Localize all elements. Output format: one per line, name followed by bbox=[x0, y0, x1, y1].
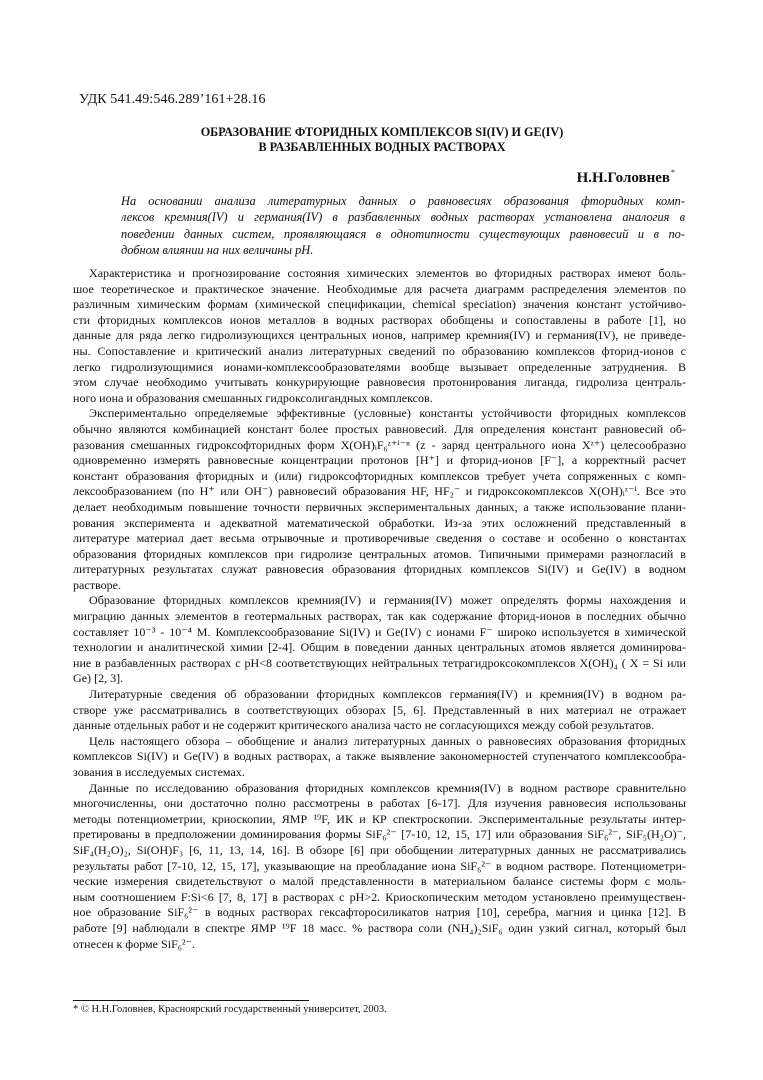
paragraph-line: лексообразованием (по H⁺ или OH⁻) равновесий образования HF, HF₂⁻ и гидроксокомплексов X(OH)ᵢᶻ⁻ⁱ. Все это bbox=[73, 484, 686, 499]
paragraph-line: разования смешанных гидроксофторидных форм X(OH)ᵢF₆ᶻ⁺ⁱ⁻ⁿ (z - заряд центрального иона Xᶻ⁺) целесообразно bbox=[73, 437, 686, 452]
paragraph-line: створе уже рассматривались в соответствующих обзорах [5, 6]. Представленный в них материал не отражает bbox=[73, 702, 686, 717]
author-footnote-mark: * bbox=[671, 168, 675, 177]
paragraph-line: литературе материал дает весьма отрывочные и противоречивые сведения о составе и особенно о константах bbox=[73, 531, 686, 546]
paragraph-line: ческие измерения свидетельствуют о малой представленности в материальном балансе системы форм с моль- bbox=[73, 874, 686, 889]
paragraph-line: Ge) [2, 3]. bbox=[73, 671, 124, 686]
abstract-line: На основании анализа литературных данных о равновесиях образования фторидных комп- bbox=[121, 194, 685, 208]
paragraph-line: составляет 10⁻³ - 10⁻⁴ М. Комплексообразование Si(IV) и Ge(IV) с ионами F⁻ широко используется в химической bbox=[73, 624, 686, 639]
paragraph-line: ны. Сопоставление и критический анализ литературных сведений по образованию комплексов фторид-ионов с bbox=[73, 343, 686, 358]
abstract bbox=[121, 193, 685, 259]
body-text bbox=[73, 266, 686, 952]
paragraph-line: делает необходимым повышение точности первичных экспериментальных данных, а также использование плани- bbox=[73, 499, 686, 514]
paragraph-line: технологии и аналитической химии [2-4]. Общим в поведении данных центральных атомов является доминирова- bbox=[73, 640, 686, 655]
paragraph-line: Характеристика и прогнозирование состояния химических элементов во фторидных растворах имеют боль- bbox=[89, 266, 686, 280]
paragraph-line: работе [9] наблюдали в спектре ЯМР ¹⁹F 18 масс. % раствора соли (NH₄)₂SiF₆ один узкий сигнал, который был bbox=[73, 920, 686, 935]
paragraph-line: ние в разбавленных растворах с pH<8 соответствующих нейтральных тетрагидроксокомплексов X(OH)₄ ( X = Si или bbox=[73, 655, 686, 670]
paragraph-line: ным соотношением F:Si<6 [7, 8, 17] в растворах с pH>2. Криоскопическим методом установлено преимуществен- bbox=[73, 889, 686, 904]
paper-title bbox=[79, 125, 685, 155]
abstract-line: добном влиянии на них величины pH. bbox=[121, 243, 314, 258]
title-line: ОБРАЗОВАНИЕ ФТОРИДНЫХ КОМПЛЕКСОВ SI(IV) И GE(IV) bbox=[200, 125, 564, 139]
paragraph-line: Образование фторидных комплексов кремния(IV) и германия(IV) может определять формы нахождения и bbox=[89, 593, 686, 608]
paragraph-line: легко гидролизующимися ионами-комплексообразователями вообще вызывает определенные затруднения. В bbox=[73, 359, 686, 374]
paragraph-line: Данные по исследованию образования фторидных комплексов кремния(IV) в водном растворе сравнительно bbox=[89, 780, 686, 795]
paragraph-line: обычно являются комбинацией констант более простых равновесий. Для определения констант равновесий об- bbox=[73, 421, 686, 436]
paragraph-line: многочисленны, они достаточно полно рассмотрены в работах [6-17]. Для изучения равновесия использованы bbox=[73, 796, 686, 811]
paragraph-line: ное образование SiF₆²⁻ в водных растворах гексафторосиликатов натрия [10], серебра, магния и цинка [12]. В bbox=[73, 905, 686, 920]
paragraph bbox=[73, 406, 686, 593]
abstract-line: лексов кремния(IV) и германия(IV) в разбавленных водных растворах установлена аналогия в bbox=[121, 210, 685, 225]
paragraph-line: сти фторидных комплексов ионов металлов в водных растворах обобщены и сопоставлены в работе [1], но bbox=[73, 312, 686, 327]
footnote-divider bbox=[73, 1000, 309, 1001]
paragraph-line: Экспериментально определяемые эффективные (условные) константы устойчивости фторидных комплексов bbox=[89, 406, 686, 421]
paragraph-line: данные для ряда легко гидролизующихся центральных ионов, например кремния(IV) и германия(IV), не приведе- bbox=[73, 328, 686, 343]
author-name: Н.Н.Головнев bbox=[576, 170, 670, 186]
paragraph-line: различным химическим формам (химической спецификации, chemical speciation) значения констант устойчиво- bbox=[73, 297, 686, 312]
paragraph-line: миграцию данных элементов в геотермальных растворах, так как содержание фторид-ионов в последних обычно bbox=[73, 609, 686, 624]
paragraph-line: образования фторидных комплексов при гидролизе центральных атомов. Типичными примерами разногласий в bbox=[73, 546, 686, 561]
abstract-line: поведении данных систем, проявляющаяся в однотипности существующих равновесий и в по- bbox=[121, 226, 685, 241]
paragraph bbox=[73, 687, 686, 734]
paragraph-line: претированы в предположении доминирования формы SiF₆²⁻ [7-10, 12, 15, 17] или образования SiF₆²⁻, SiF₅(H₂O)⁻, bbox=[73, 827, 686, 842]
paragraph-line: этом случае необходимо учитывать конкурирующие равновесия протонирования лиганда, гидролиза централь- bbox=[73, 375, 686, 390]
udc-code: УДК 541.49:546.289’161+28.16 bbox=[79, 92, 266, 107]
paragraph-line: литературных результатах служат равновесия образования фторидных комплексов Si(IV) и Ge(IV) в водном bbox=[73, 562, 686, 577]
paragraph-line: отнесен к форме SiF₆²⁻. bbox=[73, 936, 195, 951]
paragraph-line: результаты работ [7-10, 12, 15, 17], указывающие на преобладание иона SiF₆²⁻ в водном растворе. Потенциометри- bbox=[73, 858, 686, 873]
paragraph bbox=[73, 266, 686, 406]
paragraph-line: Цель настоящего обзора – обобщение и анализ литературных данных о равновесиях образования фторидных bbox=[89, 733, 686, 748]
paragraph-line: зования в исследуемых системах. bbox=[73, 765, 245, 779]
paragraph-line: ного иона и образования смешанных гидроксолигандных комплексов. bbox=[73, 390, 433, 405]
paragraph-line: комплексов Si(IV) и Ge(IV) в водных растворах, а также выявление закономерностей ступенчатого комплексообра- bbox=[73, 749, 686, 764]
author bbox=[577, 168, 675, 187]
paragraph bbox=[73, 593, 686, 687]
paragraph-line: Литературные сведения об образовании фторидных комплексов германия(IV) и кремния(IV) в водном ра- bbox=[89, 687, 686, 702]
paragraph-line: шое теоретическое и практическое значение. Необходимые для расчета диаграмм распределения элементов по bbox=[73, 281, 686, 296]
paragraph bbox=[73, 781, 686, 953]
title-line: В РАЗБАВЛЕННЫХ ВОДНЫХ РАСТВОРАХ bbox=[258, 140, 506, 154]
paragraph bbox=[73, 734, 686, 781]
paragraph-line: констант образования фторидных и (или) гидроксофторидных комплексов требует учета сопряженных с комп- bbox=[73, 468, 686, 483]
paragraph-line: SiF₄(H₂O)₂, Si(OH)F₃ [6, 11, 13, 14, 16]. В обзоре [6] при обобщении литературных данных не рассматривались bbox=[73, 842, 686, 857]
paragraph-line: одновременно измерять равновесные концентрации протонов [H⁺] и фторид-ионов [F⁻], а корректный расчет bbox=[73, 453, 686, 468]
paragraph-line: растворе. bbox=[73, 577, 121, 592]
footnote: * © Н.Н.Головнев, Красноярский государственный университет, 2003. bbox=[73, 1004, 387, 1015]
paragraph-line: рования эксперимента и адекватной математической обработки. Из-за этих осложнений представленный в bbox=[73, 515, 686, 530]
paragraph-line: методы потенциометрии, криоскопии, ЯМР ¹⁹F, ИК и КР спектроскопии. Экспериментальные результаты интер- bbox=[73, 811, 686, 826]
paragraph-line: данные отдельных работ и не содержит критического анализа часто не согласующихся между собой результатов. bbox=[73, 718, 655, 733]
